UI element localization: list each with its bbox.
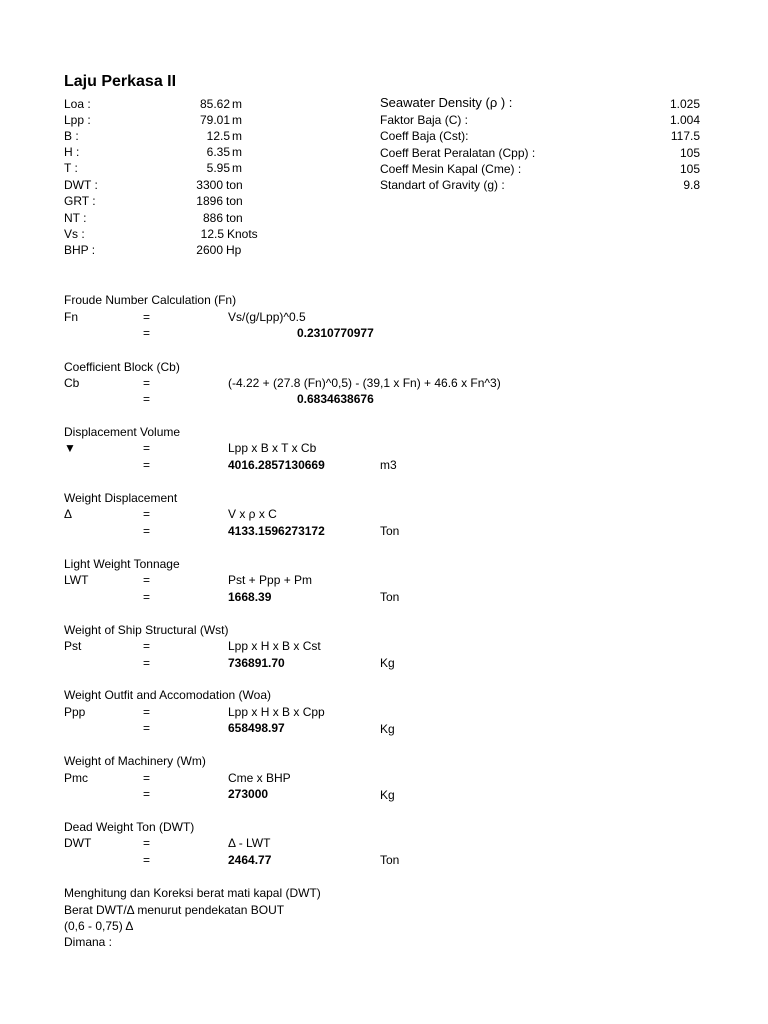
footer-line: (0,6 - 0,75) Δ [64,919,134,933]
spec-unit: m [232,97,242,111]
section-result: 4016.2857130669 [228,458,325,472]
section-formula: Lpp x H x B x Cpp [228,705,325,719]
equals-sign: = [143,507,151,521]
spec-unit: Hp [226,243,242,257]
section-symbol: Ppp [64,705,86,719]
equals-sign: = [143,721,151,735]
footer-line: Menghitung dan Koreksi berat mati kapal (DWT) [64,886,321,900]
section-symbol: LWT [64,573,89,587]
section-formula: Vs/(g/Lpp)^0.5 [228,310,306,324]
spec-label: Vs : [64,227,85,241]
section-result: 4133.1596273172 [228,524,325,538]
equals-sign: = [143,441,151,455]
section-result: 0.2310770977 [297,326,374,340]
document-title: Laju Perkasa II [64,73,177,90]
equals-sign: = [143,458,151,472]
section-heading: Dead Weight Ton (DWT) [64,820,195,834]
spec-unit: m [232,161,242,175]
section-symbol: ▼ [64,441,76,455]
section-formula: Lpp x H x B x Cst [228,639,321,653]
equals-sign: = [143,392,151,406]
coeff-label: Coeff Berat Peralatan (Cpp) : [380,146,536,160]
section-result: 658498.97 [228,721,285,735]
section-result: 0.6834638676 [297,392,374,406]
spec-value: 1896 [196,194,223,208]
equals-sign: = [143,310,151,324]
coeff-value: 117.5 [670,129,700,143]
section-heading: Light Weight Tonnage [64,557,180,571]
coeff-value: 9.8 [683,178,700,192]
section-result: 273000 [228,787,269,801]
section-symbol: Δ [64,507,73,521]
section-unit: m3 [380,458,397,472]
spec-label: NT : [64,211,87,225]
section-result: 736891.70 [228,656,285,670]
section-symbol: Pst [64,639,82,653]
spec-value: 886 [202,211,223,225]
spec-unit: ton [226,194,243,208]
spec-label: H : [64,145,80,159]
section-symbol: Pmc [64,771,88,785]
section-formula: Pst + Ppp + Pm [228,573,313,587]
section-unit: Ton [380,590,400,604]
spec-label: BHP : [64,243,96,257]
spec-label: GRT : [64,194,96,208]
section-result: 2464.77 [228,853,272,867]
coeff-value: 1.025 [669,97,700,111]
spec-label: DWT : [64,178,98,192]
spec-unit: ton [226,211,243,225]
coeff-label: Coeff Baja (Cst): [380,129,469,143]
footer-line: Dimana : [64,935,113,949]
spec-value: 5.95 [206,161,230,175]
coeff-label: Coeff Mesin Kapal (Cme) : [380,162,522,176]
section-formula: Cme x BHP [228,771,291,785]
equals-sign: = [143,590,151,604]
equals-sign: = [143,771,151,785]
spec-label: Lpp : [64,113,91,127]
section-unit: Kg [380,788,395,802]
section-heading: Weight of Machinery (Wm) [64,754,206,768]
equals-sign: = [143,326,151,340]
section-unit: Kg [380,656,395,670]
section-unit: Ton [380,853,400,867]
equals-sign: = [143,573,151,587]
spec-unit: m [232,129,242,143]
section-formula: V x ρ x C [228,507,277,521]
spec-value: 6.35 [206,145,230,159]
section-formula: Lpp x B x T x Cb [228,441,317,455]
equals-sign: = [143,656,151,670]
coeff-value: 105 [679,146,700,160]
spec-label: Loa : [64,97,91,111]
equals-sign: = [143,639,151,653]
section-unit: Kg [380,722,395,736]
equals-sign: = [143,705,151,719]
section-heading: Weight Displacement [64,491,178,505]
equals-sign: = [143,376,151,390]
section-formula: (-4.22 + (27.8 (Fn)^0,5) - (39,1 x Fn) + 46.6 x Fn^3) [228,376,501,390]
spec-value: 12.5 [206,129,230,143]
section-symbol: Fn [64,310,79,324]
section-heading: Displacement Volume [64,425,181,439]
section-heading: Coefficient Block (Cb) [64,360,180,374]
equals-sign: = [143,853,151,867]
spec-value: 79.01 [199,113,230,127]
section-unit: Ton [380,524,400,538]
section-heading: Weight Outfit and Accomodation (Woa) [64,688,271,702]
equals-sign: = [143,787,151,801]
coeff-value: 105 [679,162,700,176]
spec-unit: m [232,113,242,127]
section-result: 1668.39 [228,590,272,604]
equals-sign: = [143,524,151,538]
section-heading: Froude Number Calculation (Fn) [64,293,237,307]
section-formula: Δ - LWT [228,836,271,850]
spec-label: B : [64,129,79,143]
coeff-label: Standart of Gravity (g) : [380,178,505,192]
spec-value: 12.5 [200,227,224,241]
footer-line: Berat DWT/Δ menurut pendekatan BOUT [64,903,285,917]
spec-value: 3300 [196,178,223,192]
coeff-label: Faktor Baja (C) : [380,113,469,127]
spec-unit: ton [226,178,243,192]
section-symbol: DWT [64,836,92,850]
coeff-label: Seawater Density (ρ ) : [380,95,513,110]
spec-value: 2600 [196,243,223,257]
spec-value: 85.62 [199,97,230,111]
spec-unit: m [232,145,242,159]
spec-label: T : [64,161,78,175]
section-heading: Weight of Ship Structural (Wst) [64,623,229,637]
coeff-value: 1.004 [669,113,700,127]
spec-unit: Knots [227,227,258,241]
section-symbol: Cb [64,376,80,390]
equals-sign: = [143,836,151,850]
